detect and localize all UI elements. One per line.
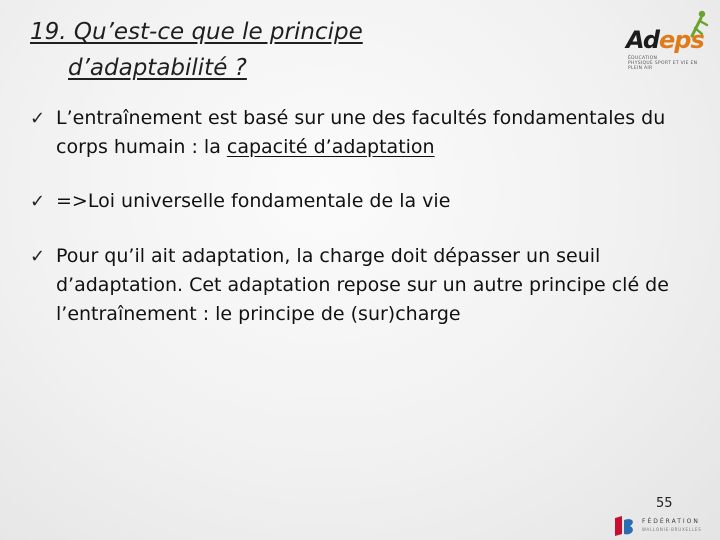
federation-logo [612, 514, 716, 538]
federation-emblem-icon [612, 514, 638, 538]
adeps-subtitle: ÉDUCATION PHYSIQUE SPORT ET VIE EN PLEIN AIR [628, 56, 698, 71]
bullet-text: Pour qu’il ait adaptation, la charge doit dépasser un seuil d’adaptation. Cet adaptation repose sur un autre principe clé de l’entraînement : le principe de (sur)charge [56, 245, 669, 325]
slide-title-line2: d’adaptabilité ? [68, 55, 247, 81]
slide-title-line1: 19. Qu’est-ce que le principe [30, 19, 363, 45]
bullet-text: =>Loi universelle fondamentale de la vie [56, 190, 451, 212]
bullet-item [30, 242, 696, 329]
check-icon: ✓ [30, 191, 46, 212]
adeps-wordmark: Adeps [626, 26, 704, 54]
check-icon: ✓ [30, 108, 46, 129]
slide-title [30, 14, 450, 86]
page-number: 55 [656, 496, 673, 511]
bullet-item [30, 187, 450, 216]
federation-line1: FÉDÉRATION [642, 518, 700, 525]
adeps-logo [622, 8, 712, 70]
athlete-figure-icon [680, 8, 710, 44]
bullet-item [30, 104, 710, 162]
federation-line2: WALLONIE-BRUXELLES [642, 527, 702, 532]
bullet-text: L’entraînement est basé sur une des facultés fondamentales du corps humain : la [56, 107, 666, 158]
bullet-underlined-text: capacité d’adaptation [226, 136, 435, 158]
check-icon: ✓ [30, 246, 46, 267]
